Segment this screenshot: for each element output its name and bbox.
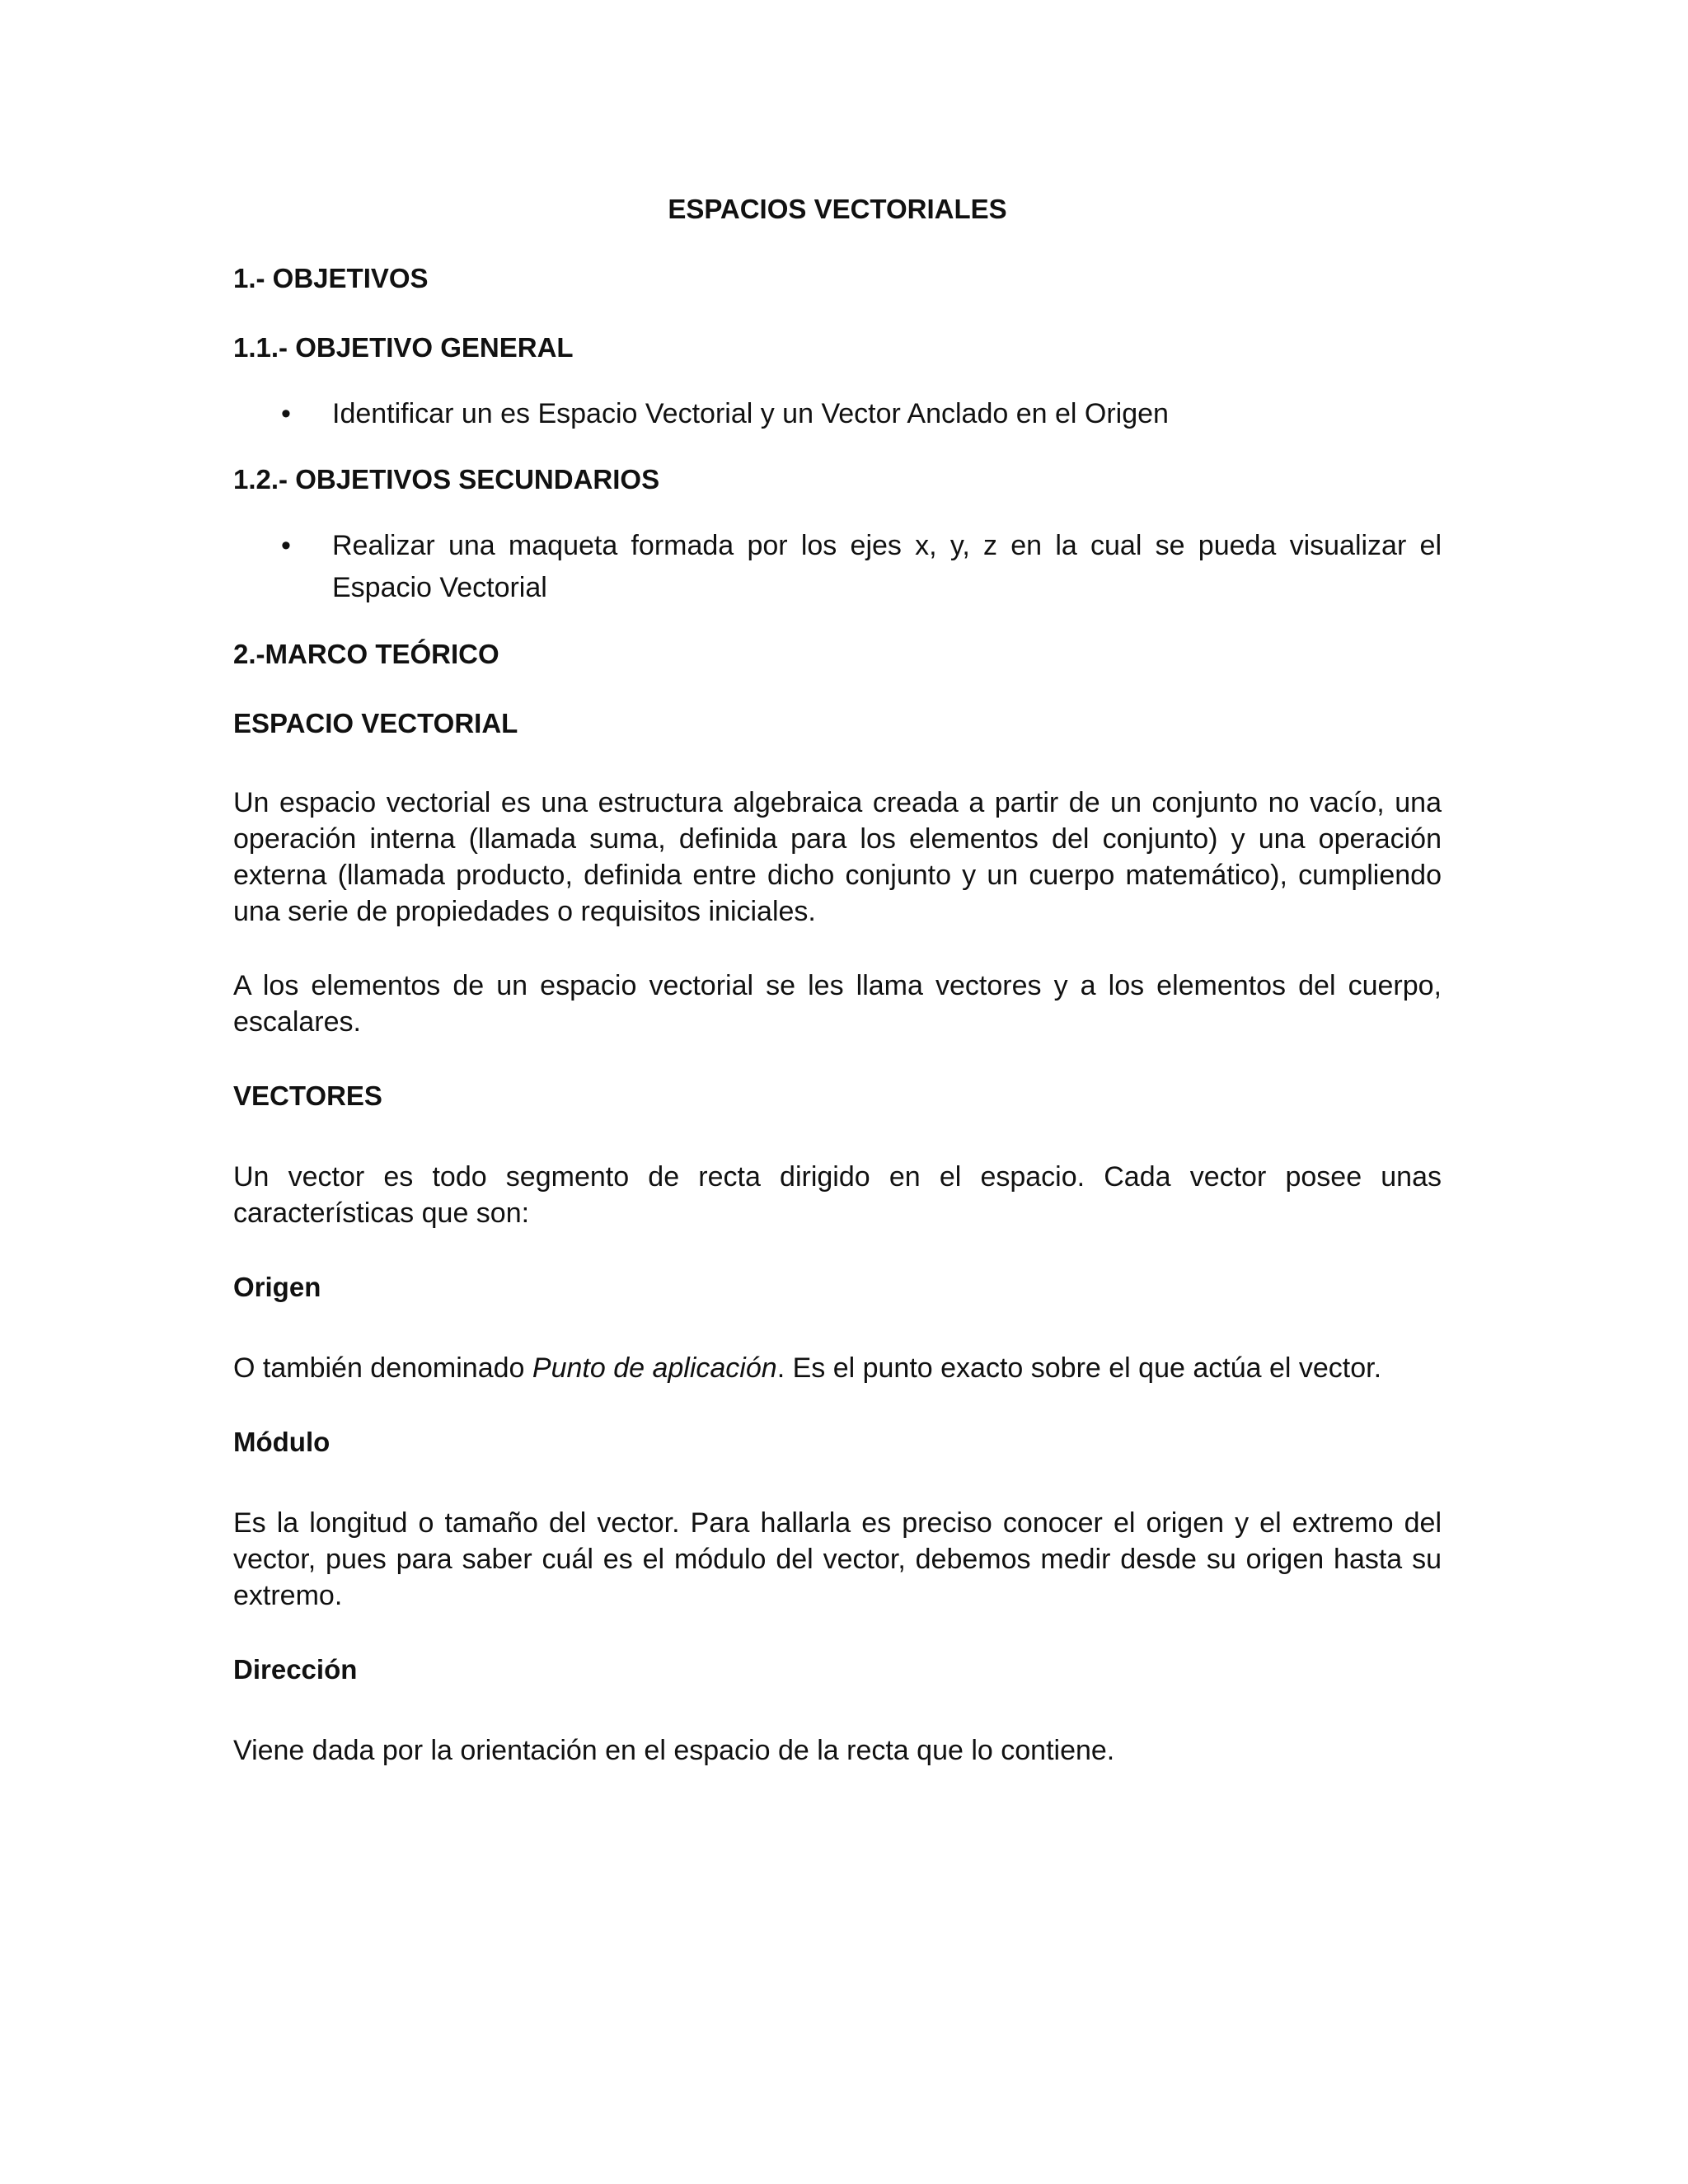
- origen-text-italic: Punto de aplicación: [532, 1352, 777, 1384]
- origen-text-after: . Es el punto exacto sobre el que actúa el vector.: [776, 1352, 1382, 1384]
- origen-text-before: O también denominado: [233, 1352, 532, 1384]
- heading-espacio-vectorial: ESPACIO VECTORIAL: [233, 708, 518, 738]
- heading-objetivo-general: 1.1.- OBJETIVO GENERAL: [233, 332, 574, 363]
- heading-origen: Origen: [233, 1272, 321, 1302]
- paragraph-origen: [233, 1350, 1442, 1386]
- paragraph-vectores: Un vector es todo segmento de recta dirigido en el espacio. Cada vector posee unas características que son:: [233, 1161, 1442, 1229]
- paragraph-modulo: Es la longitud o tamaño del vector. Para hallarla es preciso conocer el origen y el extremo del vector, pues para saber cuál es el módulo del vector, debemos medir desde su origen hasta su extremo.: [233, 1507, 1442, 1611]
- paragraph-espacio-definicion: Un espacio vectorial es una estructura algebraica creada a partir de un conjunto no vacío, una operación interna (llamada suma, definida para los elementos del conjunto) y una operación externa (llamada producto, definida entre dicho conjunto y un cuerpo matemático), cumpliendo una serie de propiedades o requisitos iniciales.: [233, 787, 1442, 927]
- document-body: [233, 191, 1442, 1769]
- heading-objetivos: 1.- OBJETIVOS: [233, 263, 429, 293]
- paragraph-direccion: Viene dada por la orientación en el espacio de la recta que lo contiene.: [233, 1735, 1115, 1766]
- heading-modulo: Módulo: [233, 1427, 331, 1457]
- bullet-objetivo-general: [233, 393, 1442, 435]
- bullet-text: Realizar una maqueta formada por los ejes x, y, z en la cual se pueda visualizar el Espacio Vectorial: [332, 530, 1442, 603]
- document-title: ESPACIOS VECTORIALES: [668, 194, 1007, 224]
- heading-objetivos-secundarios: 1.2.- OBJETIVOS SECUNDARIOS: [233, 464, 660, 494]
- heading-direccion: Dirección: [233, 1654, 358, 1685]
- bullet-objetivos-secundarios: [233, 525, 1442, 609]
- bullet-icon: •: [281, 530, 291, 561]
- bullet-icon: •: [281, 398, 291, 429]
- heading-vectores: VECTORES: [233, 1080, 382, 1111]
- paragraph-espacio-elementos: A los elementos de un espacio vectorial se les llama vectores y a los elementos del cuerpo, escalares.: [233, 970, 1442, 1038]
- bullet-text: Identificar un es Espacio Vectorial y un Vector Anclado en el Origen: [332, 398, 1169, 429]
- heading-marco-teorico: 2.-MARCO TEÓRICO: [233, 639, 499, 669]
